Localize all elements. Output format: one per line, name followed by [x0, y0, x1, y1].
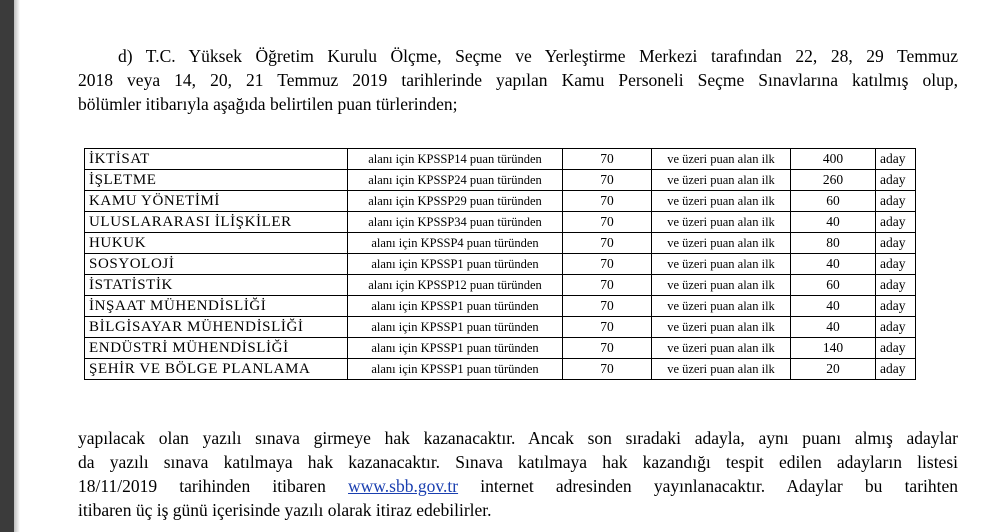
table-row	[85, 296, 916, 317]
department-cell: İKTİSAT	[85, 149, 348, 170]
candidate-count-cell: 60	[791, 275, 876, 296]
outro-line-2: da yazılı sınava katılmaya hak kazanacaktır. Sınava katılmaya hak kazandığı tespit edilen adayların listesi	[78, 452, 958, 472]
min-score-cell: 70	[563, 254, 652, 275]
outro-line-4: itibaren üç iş günü içerisinde yazılı olarak itiraz edebilirler.	[78, 500, 492, 520]
department-cell: ULUSLARARASI İLİŞKİLER	[85, 212, 348, 233]
threshold-text-cell: ve üzeri puan alan ilk	[652, 275, 791, 296]
outro-line-3-start: 18/11/2019 tarihinden itibaren	[78, 476, 326, 496]
candidate-count-cell: 80	[791, 233, 876, 254]
score-type-cell: alanı için KPSSP14 puan türünden	[348, 149, 563, 170]
viewer-left-bar-shadow	[14, 0, 20, 532]
unit-cell: aday	[876, 149, 916, 170]
department-cell: İŞLETME	[85, 170, 348, 191]
outro-line-1: yapılacak olan yazılı sınava girmeye hak kazanacaktır. Ancak son sıradaki adayla, aynı puanı almış adaylar	[78, 428, 958, 448]
intro-line-2: 2018 veya 14, 20, 21 Temmuz 2019 tarihlerinde yapılan Kamu Personeli Seçme Sınavlarına katılmış olup,	[78, 70, 958, 90]
score-type-cell: alanı için KPSSP1 puan türünden	[348, 359, 563, 380]
table-row	[85, 317, 916, 338]
candidate-count-cell: 40	[791, 296, 876, 317]
table-row	[85, 149, 916, 170]
unit-cell: aday	[876, 254, 916, 275]
department-cell: İSTATİSTİK	[85, 275, 348, 296]
table-row	[85, 233, 916, 254]
threshold-text-cell: ve üzeri puan alan ilk	[652, 254, 791, 275]
threshold-text-cell: ve üzeri puan alan ilk	[652, 149, 791, 170]
table-row	[85, 212, 916, 233]
table-row	[85, 170, 916, 191]
threshold-text-cell: ve üzeri puan alan ilk	[652, 233, 791, 254]
department-cell: KAMU YÖNETİMİ	[85, 191, 348, 212]
unit-cell: aday	[876, 296, 916, 317]
intro-paragraph	[78, 44, 958, 116]
candidate-count-cell: 60	[791, 191, 876, 212]
department-cell: HUKUK	[85, 233, 348, 254]
unit-cell: aday	[876, 212, 916, 233]
outro-line-3-end: internet adresinden yayınlanacaktır. Adaylar bu tarihten	[480, 476, 958, 496]
candidate-count-cell: 140	[791, 338, 876, 359]
department-cell: ENDÜSTRİ MÜHENDİSLİĞİ	[85, 338, 348, 359]
unit-cell: aday	[876, 275, 916, 296]
unit-cell: aday	[876, 338, 916, 359]
unit-cell: aday	[876, 170, 916, 191]
score-type-cell: alanı için KPSSP12 puan türünden	[348, 275, 563, 296]
score-type-cell: alanı için KPSSP24 puan türünden	[348, 170, 563, 191]
score-type-cell: alanı için KPSSP29 puan türünden	[348, 191, 563, 212]
score-type-cell: alanı için KPSSP1 puan türünden	[348, 254, 563, 275]
department-cell: BİLGİSAYAR MÜHENDİSLİĞİ	[85, 317, 348, 338]
department-cell: İNŞAAT MÜHENDİSLİĞİ	[85, 296, 348, 317]
min-score-cell: 70	[563, 317, 652, 338]
outro-line-3	[78, 474, 958, 498]
viewer-left-bar	[0, 0, 14, 532]
unit-cell: aday	[876, 233, 916, 254]
threshold-text-cell: ve üzeri puan alan ilk	[652, 359, 791, 380]
table-row	[85, 254, 916, 275]
min-score-cell: 70	[563, 275, 652, 296]
threshold-text-cell: ve üzeri puan alan ilk	[652, 170, 791, 191]
min-score-cell: 70	[563, 191, 652, 212]
min-score-cell: 70	[563, 212, 652, 233]
min-score-cell: 70	[563, 338, 652, 359]
candidate-count-cell: 40	[791, 317, 876, 338]
threshold-text-cell: ve üzeri puan alan ilk	[652, 338, 791, 359]
candidate-count-cell: 260	[791, 170, 876, 191]
threshold-text-cell: ve üzeri puan alan ilk	[652, 317, 791, 338]
candidate-count-cell: 40	[791, 212, 876, 233]
score-requirements-table	[84, 148, 916, 380]
candidate-count-cell: 400	[791, 149, 876, 170]
candidate-count-cell: 40	[791, 254, 876, 275]
unit-cell: aday	[876, 359, 916, 380]
table-row	[85, 275, 916, 296]
candidate-count-cell: 20	[791, 359, 876, 380]
outro-paragraph	[78, 426, 958, 522]
unit-cell: aday	[876, 191, 916, 212]
threshold-text-cell: ve üzeri puan alan ilk	[652, 296, 791, 317]
threshold-text-cell: ve üzeri puan alan ilk	[652, 191, 791, 212]
min-score-cell: 70	[563, 359, 652, 380]
score-type-cell: alanı için KPSSP1 puan türünden	[348, 317, 563, 338]
score-table-body	[85, 149, 916, 380]
sbb-website-link[interactable]: www.sbb.gov.tr	[348, 476, 459, 496]
unit-cell: aday	[876, 317, 916, 338]
department-cell: SOSYOLOJİ	[85, 254, 348, 275]
table-row	[85, 191, 916, 212]
intro-line-1: d) T.C. Yüksek Öğretim Kurulu Ölçme, Seçme ve Yerleştirme Merkezi tarafından 22, 28, 29 Temmuz	[118, 46, 958, 66]
table-row	[85, 338, 916, 359]
min-score-cell: 70	[563, 170, 652, 191]
score-type-cell: alanı için KPSSP34 puan türünden	[348, 212, 563, 233]
score-type-cell: alanı için KPSSP4 puan türünden	[348, 233, 563, 254]
score-type-cell: alanı için KPSSP1 puan türünden	[348, 296, 563, 317]
intro-line-3: bölümler itibarıyla aşağıda belirtilen puan türlerinden;	[78, 94, 458, 114]
table-row	[85, 359, 916, 380]
min-score-cell: 70	[563, 296, 652, 317]
min-score-cell: 70	[563, 149, 652, 170]
department-cell: ŞEHİR VE BÖLGE PLANLAMA	[85, 359, 348, 380]
threshold-text-cell: ve üzeri puan alan ilk	[652, 212, 791, 233]
score-type-cell: alanı için KPSSP1 puan türünden	[348, 338, 563, 359]
min-score-cell: 70	[563, 233, 652, 254]
